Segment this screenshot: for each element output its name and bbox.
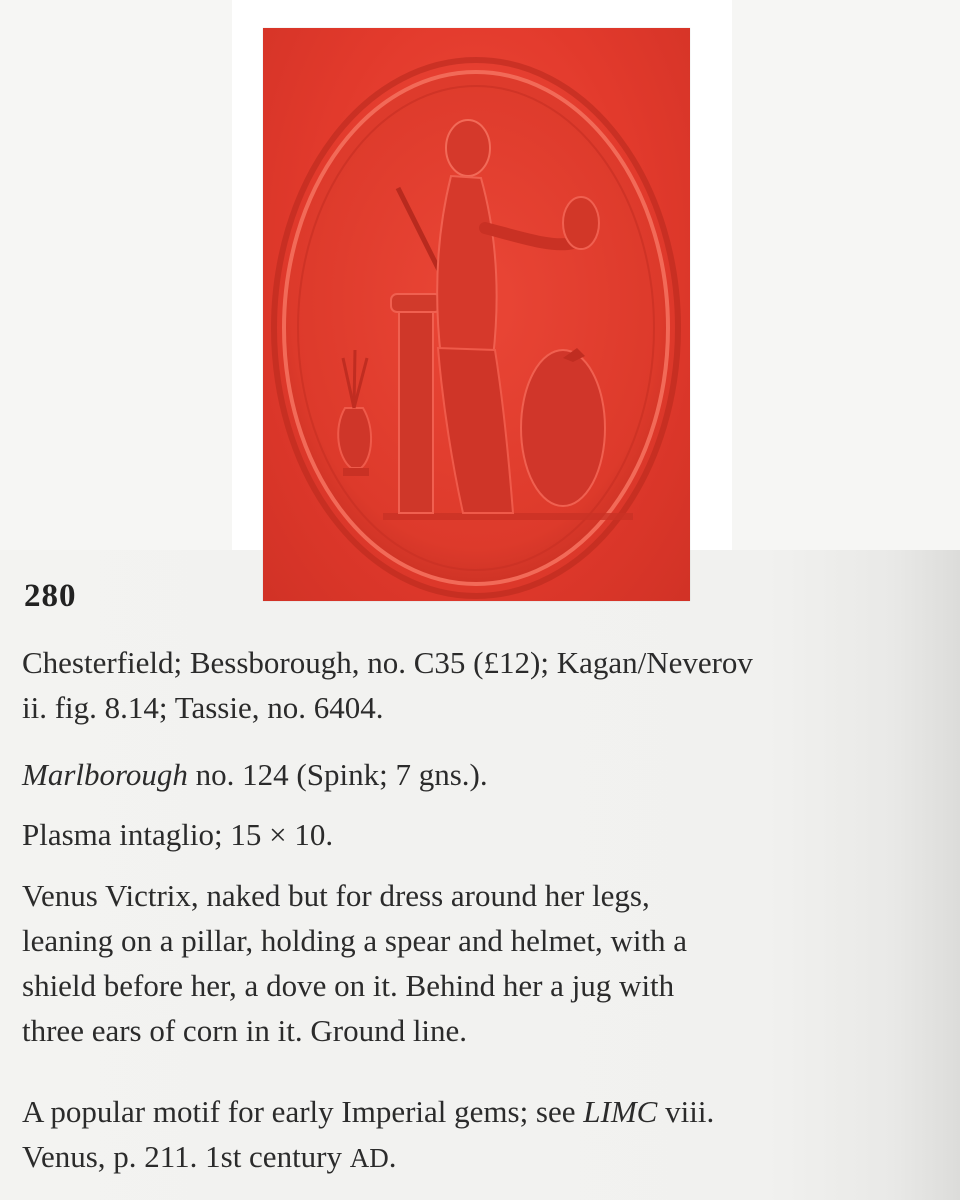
provenance-line-1: Chesterfield; Bessborough, no. C35 (£12); Kagan/Neverov (22, 645, 753, 680)
provenance-paragraph (22, 640, 942, 730)
material-dimensions (22, 812, 942, 857)
marlborough-reference (22, 752, 942, 797)
gem-impression-photo (263, 28, 690, 601)
intaglio-relief-illustration (263, 28, 690, 601)
marlborough-title: Marlborough (22, 757, 188, 792)
catalog-number: 280 (24, 578, 77, 614)
jug (338, 408, 371, 468)
pillar (399, 308, 433, 513)
description-line-3: shield before her, a dove on it. Behind her a jug with (22, 968, 675, 1003)
provenance-line-2: ii. fig. 8.14; Tassie, no. 6404. (22, 690, 384, 725)
description-line-4: three ears of corn in it. Ground line. (22, 1013, 468, 1048)
description-line-2: leaning on a pillar, holding a spear and helmet, with a (22, 923, 688, 958)
figure-head (446, 120, 490, 176)
helmet (563, 197, 599, 249)
description-line-1: Venus Victrix, naked but for dress around her legs, (22, 878, 650, 913)
commentary-line-1-post: viii. (657, 1094, 715, 1129)
era-abbreviation: AD (349, 1143, 389, 1173)
commentary-line-2-post: . (388, 1139, 397, 1174)
description-paragraph (22, 873, 942, 1053)
commentary-line-1-pre: A popular motif for early Imperial gems; see (22, 1094, 584, 1129)
shield (521, 350, 605, 506)
marlborough-details: no. 124 (Spink; 7 gns.). (187, 757, 488, 792)
material-line: Plasma intaglio; 15 × 10. (22, 817, 334, 852)
commentary-paragraph (22, 1089, 942, 1181)
limc-reference: LIMC (583, 1094, 658, 1129)
figure-torso (437, 176, 496, 358)
ground-line (383, 513, 633, 520)
commentary-line-2-pre: Venus, p. 211. 1st century (22, 1139, 350, 1174)
